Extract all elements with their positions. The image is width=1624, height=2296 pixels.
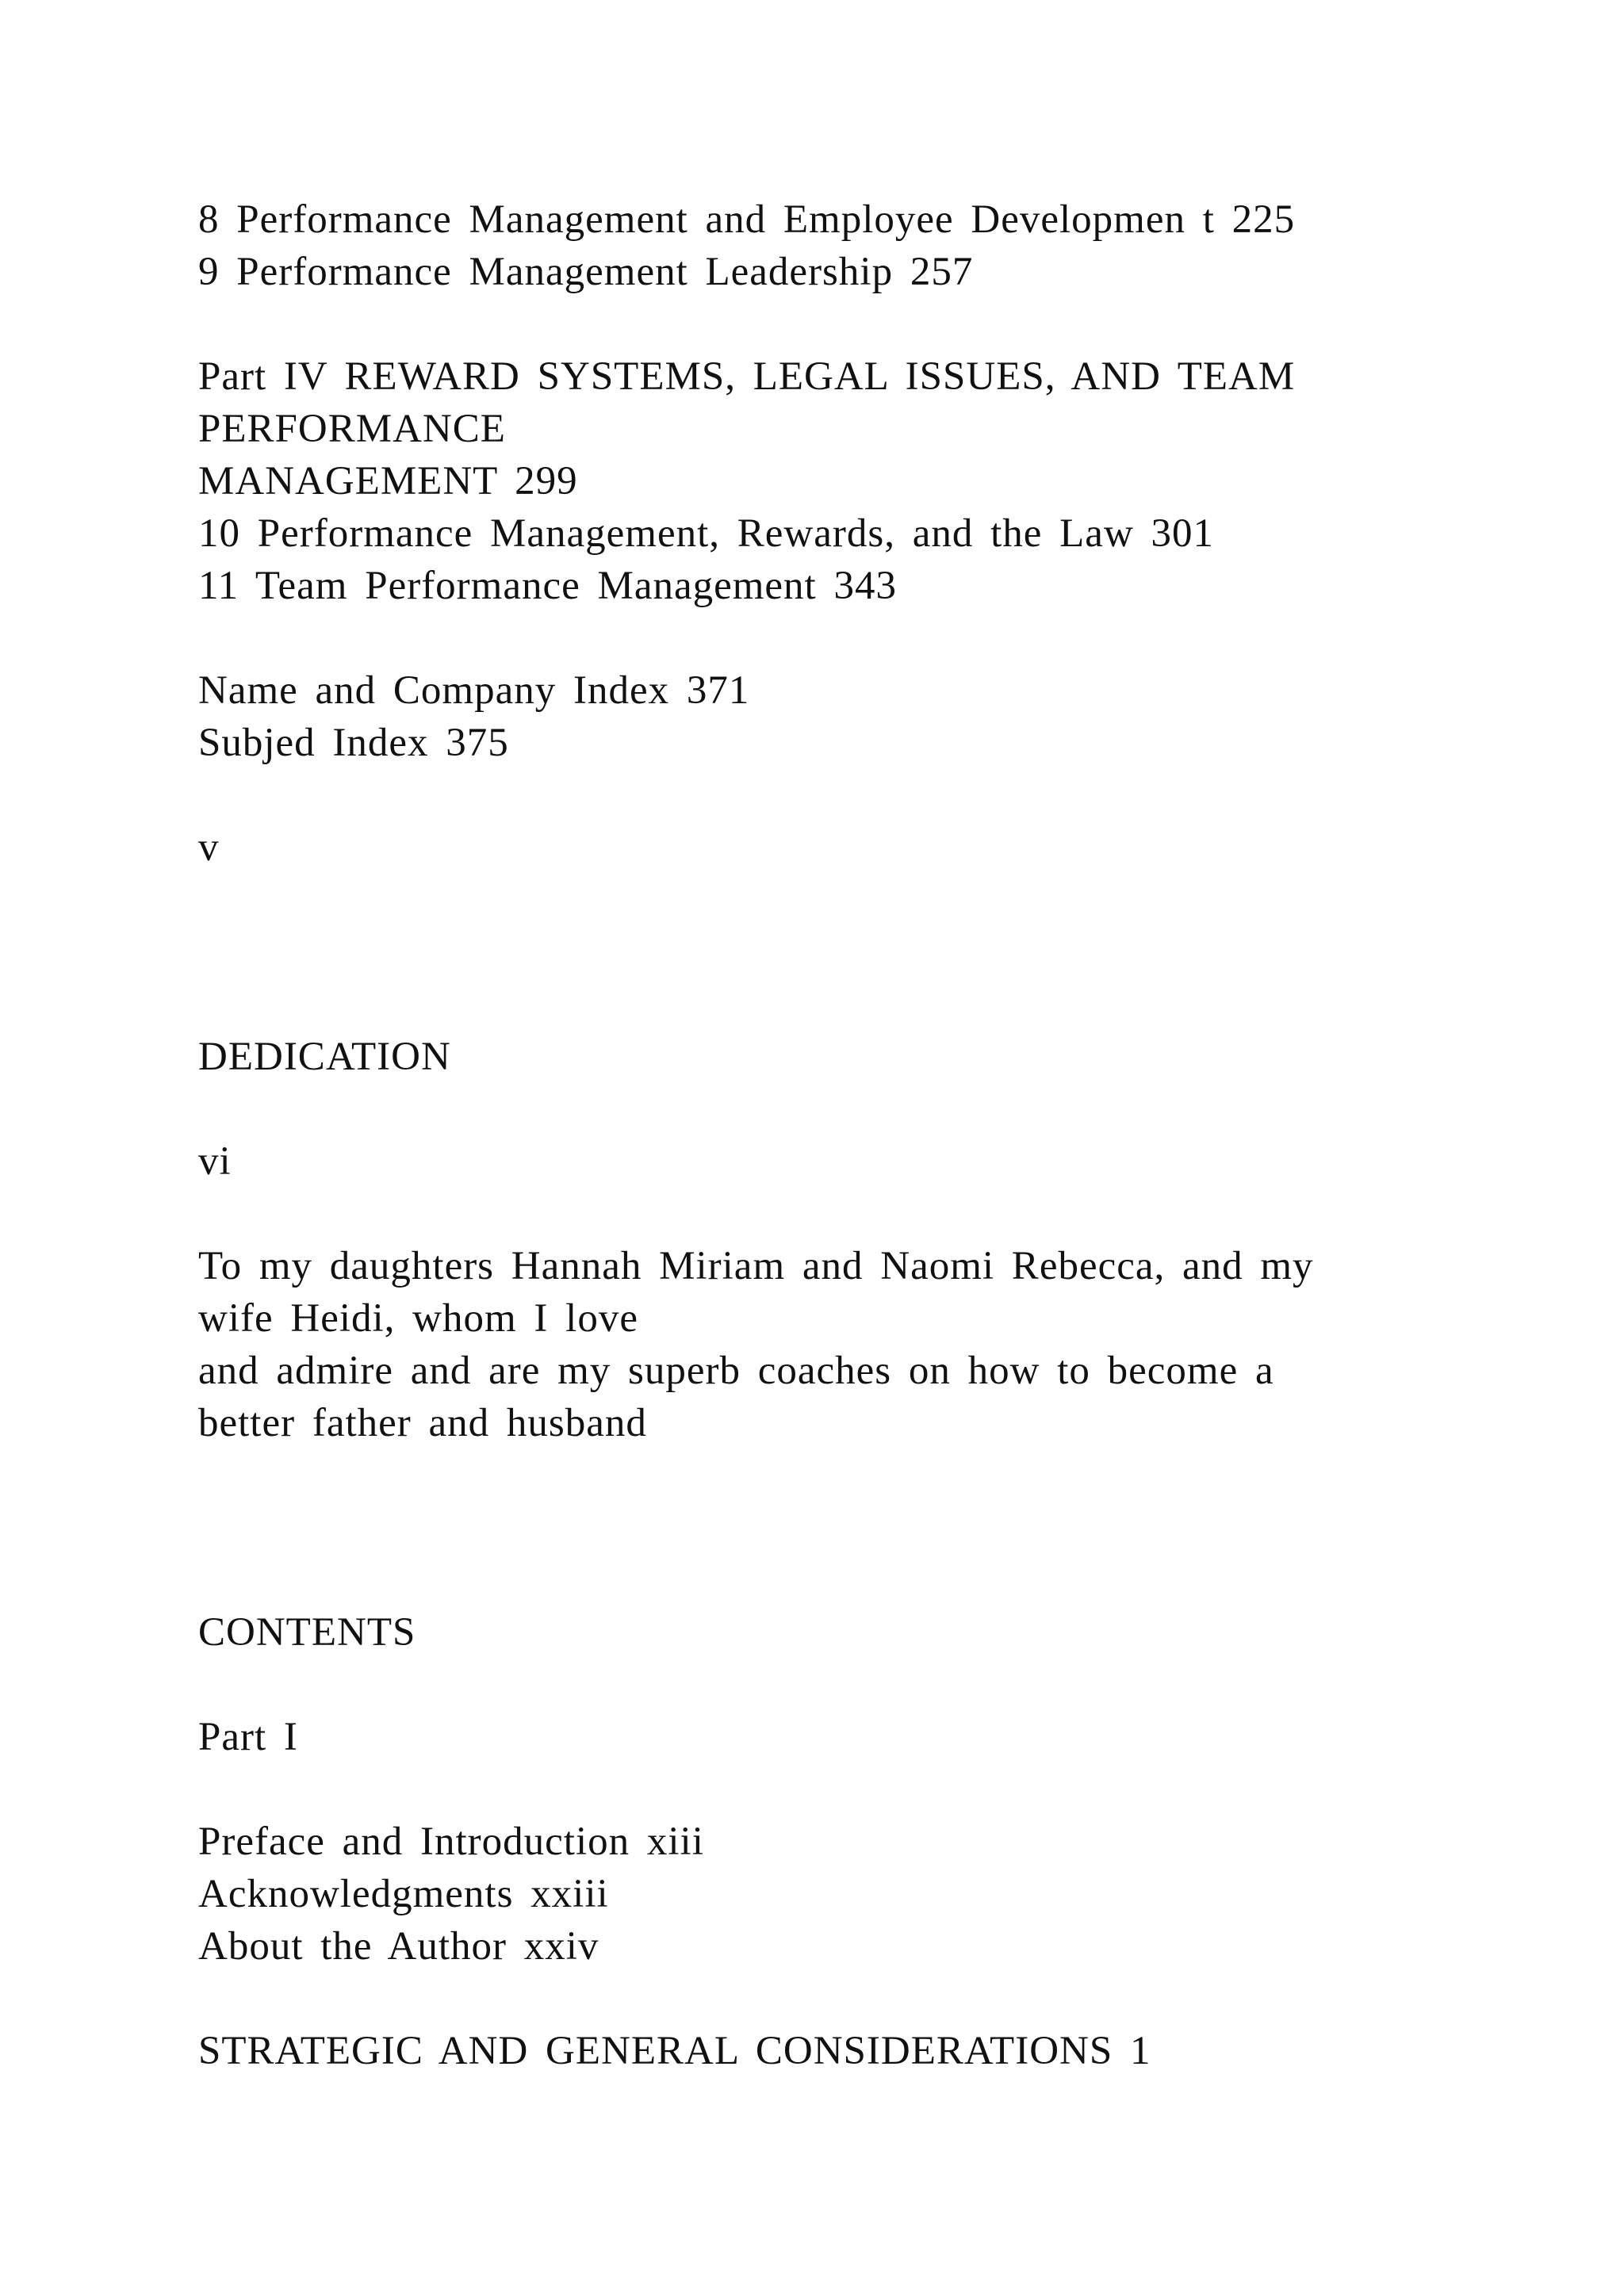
dedication-text-line: To my daughters Hannah Miriam and Naomi Rebecca, and my <box>198 1244 1314 1288</box>
part-i-heading: Part I <box>198 1715 298 1759</box>
dedication-heading: DEDICATION <box>198 1035 451 1079</box>
toc-entry-chapter-10: 10 Performance Management, Rewards, and the Law 301 <box>198 511 1215 556</box>
toc-part-iv-heading-page: MANAGEMENT 299 <box>198 459 578 503</box>
toc-entry-name-index: Name and Company Index 371 <box>198 668 750 713</box>
page-number: v <box>198 825 220 870</box>
toc-entry-chapter-9: 9 Performance Management Leadership 257 <box>198 250 974 294</box>
toc-entry-chapter-11: 11 Team Performance Management 343 <box>198 564 897 608</box>
toc-entry-chapter-8: 8 Performance Management and Employee Developmen t 225 <box>198 197 1296 242</box>
dedication-text-line: wife Heidi, whom I love <box>198 1296 638 1341</box>
dedication-text-line: better father and husband <box>198 1401 647 1445</box>
contents-heading: CONTENTS <box>198 1610 416 1655</box>
toc-entry-subject-index: Subjed Index 375 <box>198 721 509 765</box>
toc-part-i-title: STRATEGIC AND GENERAL CONSIDERATIONS 1 <box>198 2029 1151 2073</box>
toc-entry-acknowledgments: Acknowledgments xxiii <box>198 1872 609 1916</box>
toc-part-iv-heading-cont: PERFORMANCE <box>198 407 506 451</box>
page-number: vi <box>198 1139 232 1184</box>
dedication-text-line: and admire and are my superb coaches on how to become a <box>198 1349 1274 1393</box>
toc-entry-about-author: About the Author xxiv <box>198 1924 599 1969</box>
toc-part-iv-heading: Part IV REWARD SYSTEMS, LEGAL ISSUES, AND TEAM <box>198 354 1296 399</box>
toc-entry-preface: Preface and Introduction xiii <box>198 1820 704 1864</box>
